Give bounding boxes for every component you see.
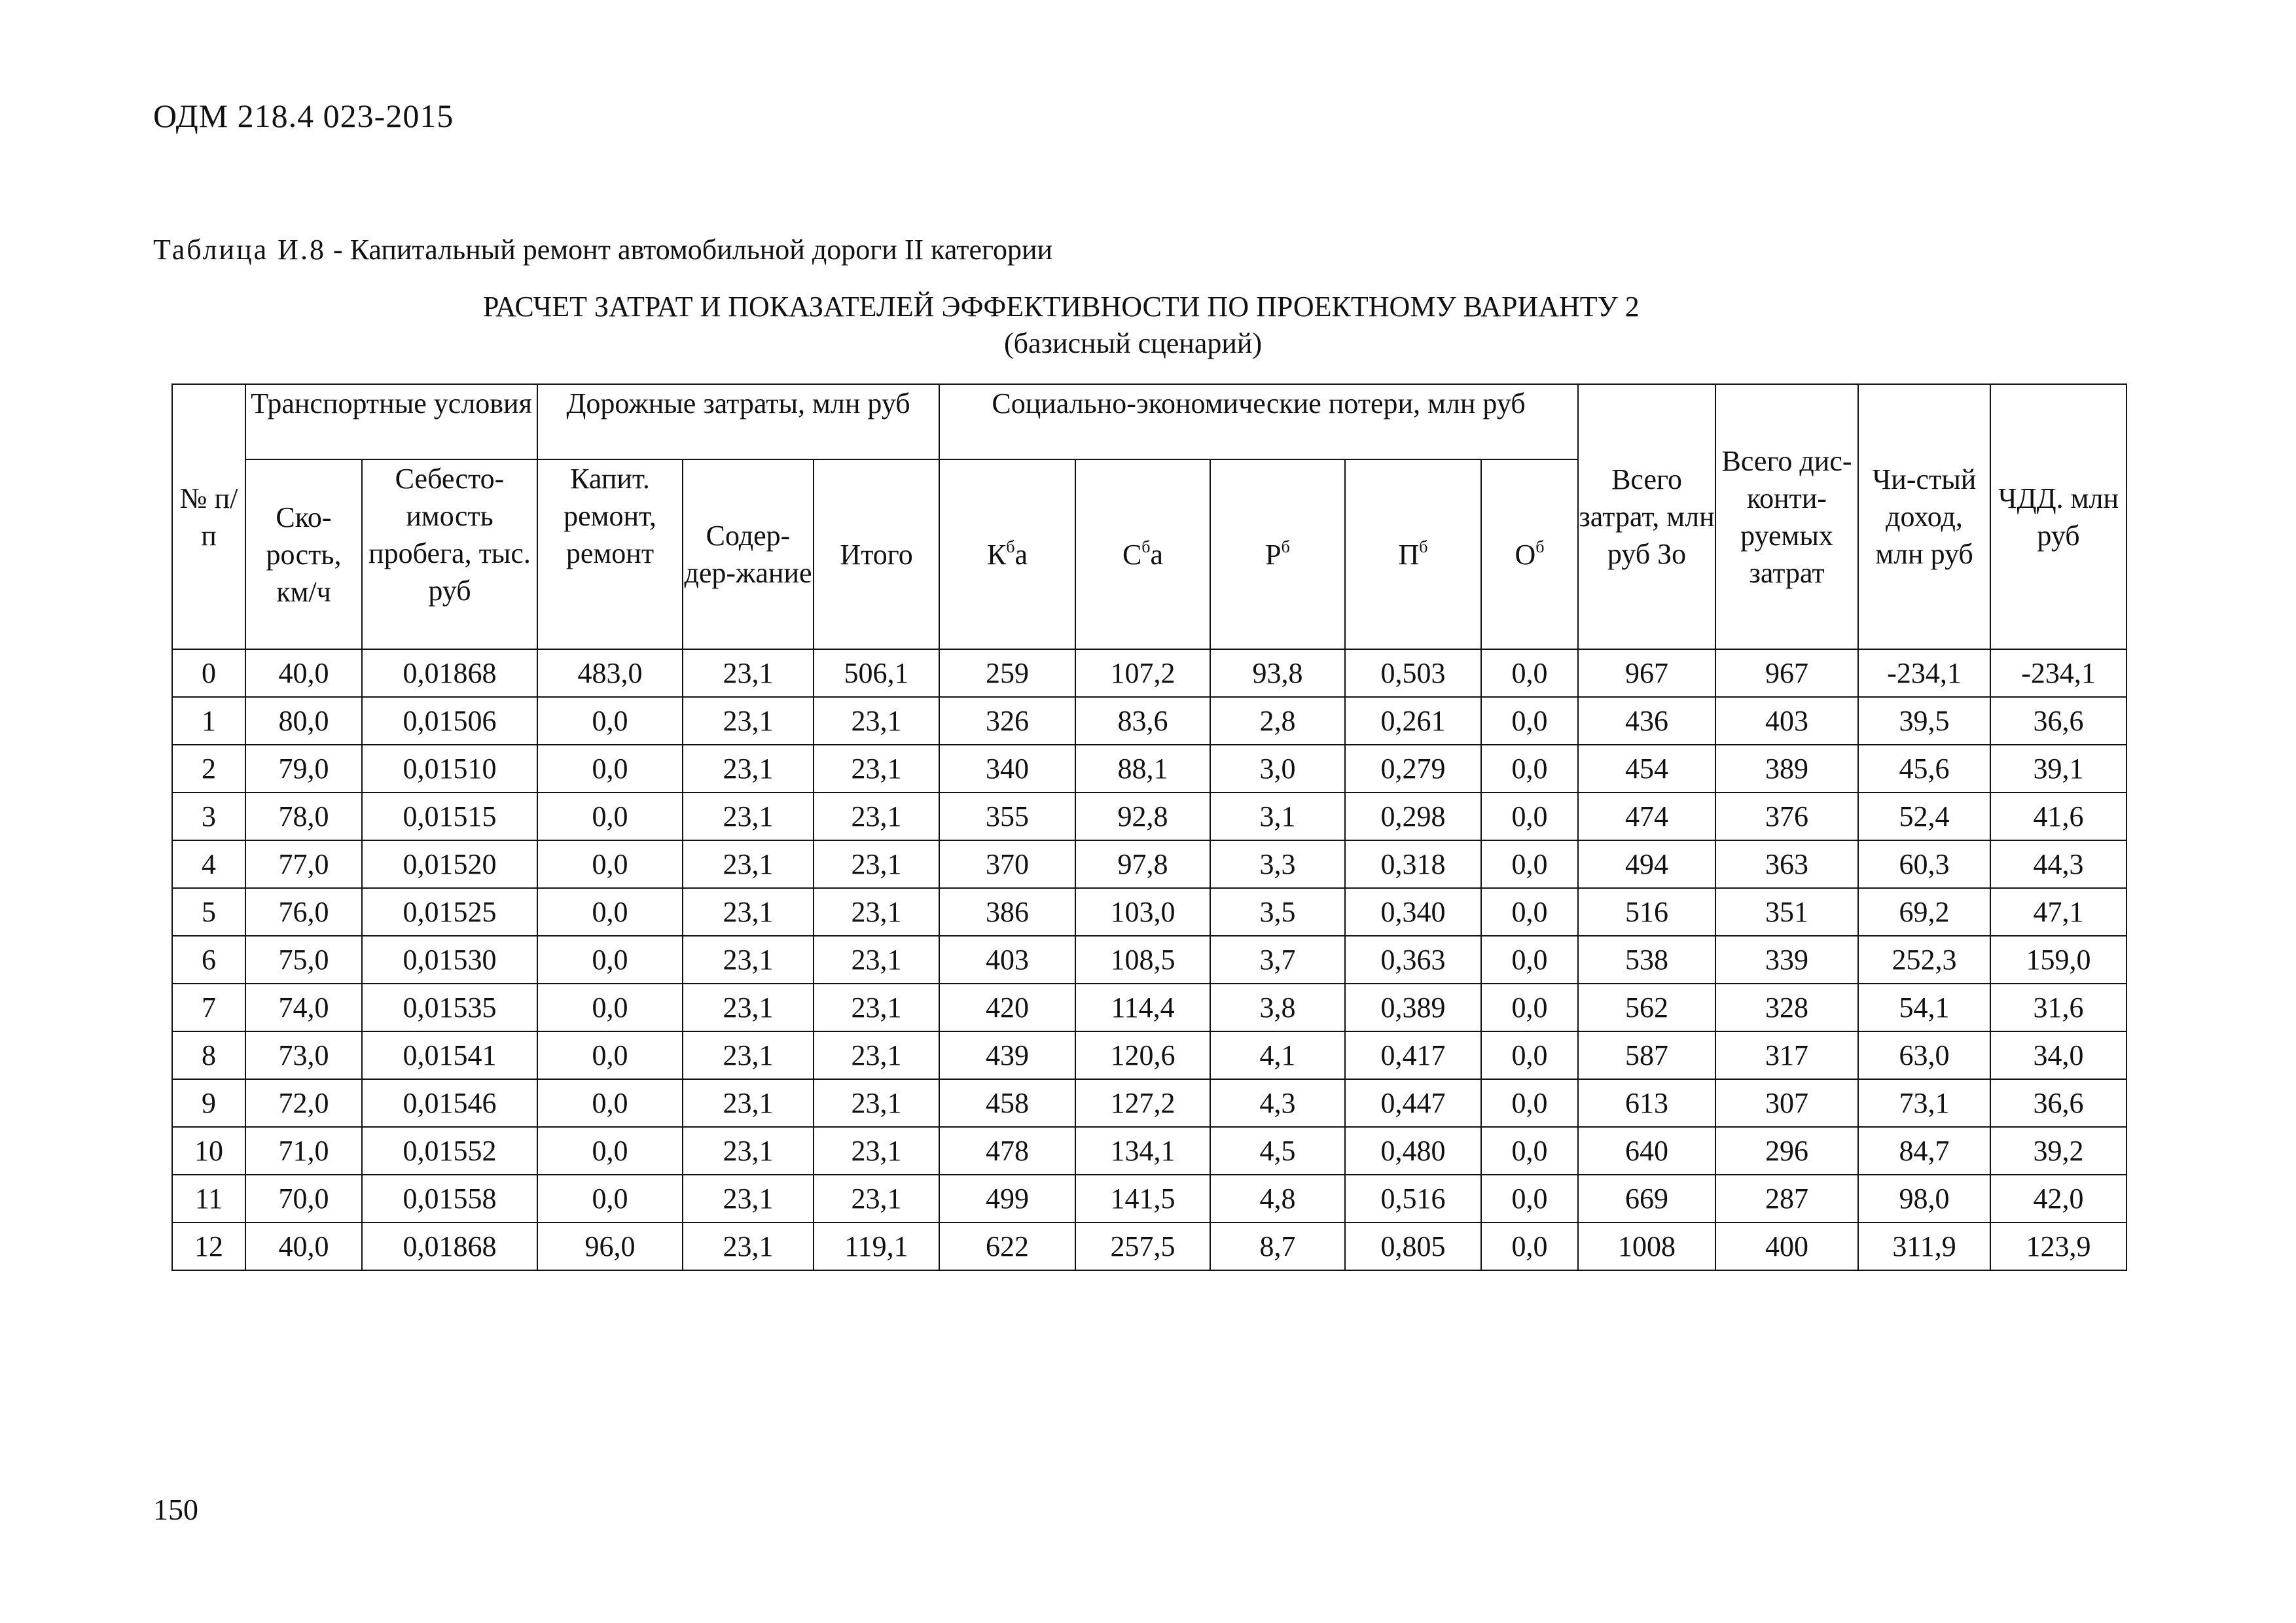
header-o: $О^б$: [1481, 459, 1578, 649]
table-cell: 92,8: [1075, 793, 1210, 840]
table-cell: 23,1: [683, 1175, 814, 1222]
table-cell: 54,1: [1858, 984, 1990, 1031]
table-cell: 76,0: [245, 888, 362, 936]
table-cell: 74,0: [245, 984, 362, 1031]
table-cell: 351: [1715, 888, 1858, 936]
table-cell: 0,01520: [362, 840, 537, 888]
table-cell: 0,0: [537, 697, 683, 745]
table-cell: 2: [172, 745, 245, 793]
table-cell: 257,5: [1075, 1222, 1210, 1270]
table-cell: 5: [172, 888, 245, 936]
table-row: [172, 1127, 2126, 1175]
table-title-line-2: (базисный сценарий): [1004, 327, 1263, 359]
table-cell: 307: [1715, 1079, 1858, 1127]
table-cell: 0,389: [1345, 984, 1481, 1031]
table-cell: 31,6: [1990, 984, 2126, 1031]
table-cell: 613: [1578, 1079, 1715, 1127]
table-cell: 78,0: [245, 793, 362, 840]
table-row: [172, 793, 2126, 840]
table-cell: 1008: [1578, 1222, 1715, 1270]
header-social-losses: Социально-экономические потери, млн руб: [939, 384, 1578, 459]
table-cell: 3: [172, 793, 245, 840]
table-cell: 439: [939, 1031, 1075, 1079]
table-cell: 120,6: [1075, 1031, 1210, 1079]
table-cell: 0,0: [1481, 793, 1578, 840]
table-cell: -234,1: [1858, 649, 1990, 697]
table-cell: 0,0: [537, 840, 683, 888]
table-cell: 159,0: [1990, 936, 2126, 984]
table-cell: 640: [1578, 1127, 1715, 1175]
header-speed: Ско-рость, км/ч: [245, 459, 362, 649]
table-cell: 23,1: [814, 1079, 939, 1127]
table-cell: 23,1: [814, 1031, 939, 1079]
table-cell: 93,8: [1210, 649, 1345, 697]
table-cell: 23,1: [683, 984, 814, 1031]
table-cell: 0,01510: [362, 745, 537, 793]
table-cell: 3,8: [1210, 984, 1345, 1031]
table-cell: 36,6: [1990, 697, 2126, 745]
table-caption: [153, 233, 1052, 266]
table-cell: 42,0: [1990, 1175, 2126, 1222]
table-row: [172, 649, 2126, 697]
table-cell: 34,0: [1990, 1031, 2126, 1079]
table-row: [172, 745, 2126, 793]
table-cell: 108,5: [1075, 936, 1210, 984]
table-cell: 0,01868: [362, 1222, 537, 1270]
table-cell: 45,6: [1858, 745, 1990, 793]
table-cell: 80,0: [245, 697, 362, 745]
table-cell: 0,480: [1345, 1127, 1481, 1175]
table-caption-prefix: Таблица И.8: [153, 234, 326, 266]
table-cell: 3,5: [1210, 888, 1345, 936]
table-cell: 23,1: [683, 840, 814, 888]
table-cell: 23,1: [814, 840, 939, 888]
table-cell: 326: [939, 697, 1075, 745]
header-net-income: Чи-стый доход, млн руб: [1858, 384, 1990, 649]
table-caption-text: - Капитальный ремонт автомобильной дороги II категории: [325, 234, 1053, 266]
table-cell: 436: [1578, 697, 1715, 745]
table-cell: 339: [1715, 936, 1858, 984]
header-r: $Р^б$: [1210, 459, 1345, 649]
table-cell: 0,0: [537, 793, 683, 840]
table-cell: 123,9: [1990, 1222, 2126, 1270]
table-cell: 103,0: [1075, 888, 1210, 936]
table-cell: 134,1: [1075, 1127, 1210, 1175]
table-cell: 8: [172, 1031, 245, 1079]
table-cell: 0,01541: [362, 1031, 537, 1079]
table-cell: 0,0: [1481, 1222, 1578, 1270]
table-cell: 127,2: [1075, 1079, 1210, 1127]
table-cell: 10: [172, 1127, 245, 1175]
table-cell: 0,01546: [362, 1079, 537, 1127]
table-cell: 41,6: [1990, 793, 2126, 840]
table-cell: 98,0: [1858, 1175, 1990, 1222]
header-npv: ЧДД. млн руб: [1990, 384, 2126, 649]
table-cell: 474: [1578, 793, 1715, 840]
table-cell: 23,1: [814, 888, 939, 936]
table-cell: 96,0: [537, 1222, 683, 1270]
table-cell: 0,0: [537, 745, 683, 793]
table-cell: 0,0: [1481, 840, 1578, 888]
table-cell: 83,6: [1075, 697, 1210, 745]
table-row: [172, 1079, 2126, 1127]
cost-table: [171, 383, 2127, 1271]
table-cell: 328: [1715, 984, 1858, 1031]
table-title-line-1: РАСЧЕТ ЗАТРАТ И ПОКАЗАТЕЛЕЙ ЭФФЕКТИВНОСТИ ПО ПРОЕКТНОМУ ВАРИАНТУ 2: [483, 291, 1640, 323]
table-cell: 44,3: [1990, 840, 2126, 888]
table-cell: 23,1: [683, 1127, 814, 1175]
table-row: [172, 888, 2126, 936]
table-cell: 252,3: [1858, 936, 1990, 984]
table-cell: 23,1: [814, 745, 939, 793]
table-cell: 0,503: [1345, 649, 1481, 697]
table-cell: 0,01515: [362, 793, 537, 840]
table-cell: 2,8: [1210, 697, 1345, 745]
table-cell: 52,4: [1858, 793, 1990, 840]
header-num: № п/п: [172, 384, 245, 649]
header-capital-repair: Капит. ремонт, ремонт: [537, 459, 683, 649]
table-cell: 23,1: [814, 984, 939, 1031]
table-cell: 0,0: [537, 1031, 683, 1079]
table-cell: 88,1: [1075, 745, 1210, 793]
table-cell: 0,0: [537, 936, 683, 984]
table-cell: 23,1: [683, 745, 814, 793]
table-cell: 587: [1578, 1031, 1715, 1079]
table-cell: 0,0: [537, 1127, 683, 1175]
table-cell: 0,0: [1481, 649, 1578, 697]
table-cell: 23,1: [814, 1127, 939, 1175]
table-cell: 23,1: [814, 697, 939, 745]
table-cell: 0,0: [537, 1079, 683, 1127]
table-cell: 141,5: [1075, 1175, 1210, 1222]
table-cell: 23,1: [814, 793, 939, 840]
table-cell: 499: [939, 1175, 1075, 1222]
table-cell: 4,5: [1210, 1127, 1345, 1175]
table-cell: 355: [939, 793, 1075, 840]
table-cell: 403: [1715, 697, 1858, 745]
table-cell: 11: [172, 1175, 245, 1222]
table-cell: 60,3: [1858, 840, 1990, 888]
table-cell: 4,1: [1210, 1031, 1345, 1079]
table-cell: 97,8: [1075, 840, 1210, 888]
table-cell: 287: [1715, 1175, 1858, 1222]
table-cell: 0,0: [1481, 936, 1578, 984]
table-cell: 967: [1715, 649, 1858, 697]
table-cell: 73,1: [1858, 1079, 1990, 1127]
table-cell: 363: [1715, 840, 1858, 888]
table-cell: 0,0: [1481, 984, 1578, 1031]
table-row: [172, 936, 2126, 984]
table-cell: 71,0: [245, 1127, 362, 1175]
table-cell: 400: [1715, 1222, 1858, 1270]
table-cell: 311,9: [1858, 1222, 1990, 1270]
table-row: [172, 1175, 2126, 1222]
table-cell: 4,3: [1210, 1079, 1345, 1127]
table-cell: 386: [939, 888, 1075, 936]
table-cell: 0,0: [1481, 1079, 1578, 1127]
table-cell: 340: [939, 745, 1075, 793]
table-cell: 84,7: [1858, 1127, 1990, 1175]
table-cell: 0,417: [1345, 1031, 1481, 1079]
table-cell: 296: [1715, 1127, 1858, 1175]
header-road-costs: Дорожные затраты, млн руб: [537, 384, 939, 459]
header-p: $П^б$: [1345, 459, 1481, 649]
table-row: [172, 1222, 2126, 1270]
table-row: [172, 697, 2126, 745]
table-cell: 0: [172, 649, 245, 697]
table-cell: 0,447: [1345, 1079, 1481, 1127]
table-cell: 73,0: [245, 1031, 362, 1079]
table-cell: 538: [1578, 936, 1715, 984]
table-cell: 63,0: [1858, 1031, 1990, 1079]
table-cell: 370: [939, 840, 1075, 888]
header-discounted-costs: Всего дис-конти-руемых затрат: [1715, 384, 1858, 649]
table-row: [172, 840, 2126, 888]
table-cell: 39,5: [1858, 697, 1990, 745]
table-cell: 23,1: [814, 1175, 939, 1222]
table-cell: 0,261: [1345, 697, 1481, 745]
table-row: [172, 984, 2126, 1031]
table-cell: 0,0: [1481, 697, 1578, 745]
table-cell: 8,7: [1210, 1222, 1345, 1270]
table-cell: 516: [1578, 888, 1715, 936]
table-cell: 77,0: [245, 840, 362, 888]
table-cell: 114,4: [1075, 984, 1210, 1031]
table-cell: 4: [172, 840, 245, 888]
table-cell: 3,1: [1210, 793, 1345, 840]
table-cell: 389: [1715, 745, 1858, 793]
table-cell: 0,01530: [362, 936, 537, 984]
table-cell: 23,1: [683, 649, 814, 697]
table-cell: 0,01552: [362, 1127, 537, 1175]
table-cell: 0,363: [1345, 936, 1481, 984]
table-cell: 0,01868: [362, 649, 537, 697]
table-cell: 9: [172, 1079, 245, 1127]
table-cell: 0,01525: [362, 888, 537, 936]
table-cell: 0,0: [537, 984, 683, 1031]
table-cell: 0,805: [1345, 1222, 1481, 1270]
table-cell: 39,1: [1990, 745, 2126, 793]
table-cell: 4,8: [1210, 1175, 1345, 1222]
table-cell: 0,279: [1345, 745, 1481, 793]
table-cell: 0,516: [1345, 1175, 1481, 1222]
table-cell: 3,7: [1210, 936, 1345, 984]
header-maintenance: Содер-дер-жание: [683, 459, 814, 649]
table-cell: 23,1: [683, 1222, 814, 1270]
table-cell: 7: [172, 984, 245, 1031]
header-transport: Транспортные условия: [245, 384, 537, 459]
table-cell: 39,2: [1990, 1127, 2126, 1175]
table-cell: 454: [1578, 745, 1715, 793]
table-cell: 40,0: [245, 649, 362, 697]
table-cell: 0,01558: [362, 1175, 537, 1222]
table-cell: 23,1: [814, 936, 939, 984]
table-cell: 494: [1578, 840, 1715, 888]
table-cell: 0,0: [1481, 888, 1578, 936]
table-cell: 317: [1715, 1031, 1858, 1079]
table-cell: 23,1: [683, 793, 814, 840]
table-cell: 0,0: [537, 1175, 683, 1222]
table-cell: 23,1: [683, 936, 814, 984]
header-c: $С^ба$: [1075, 459, 1210, 649]
table-cell: 47,1: [1990, 888, 2126, 936]
table-cell: 79,0: [245, 745, 362, 793]
table-cell: 0,0: [1481, 745, 1578, 793]
table-cell: 119,1: [814, 1222, 939, 1270]
header-total-costs: Всего затрат, млн руб Зо: [1578, 384, 1715, 649]
table-body: [172, 649, 2126, 1270]
table-cell: 967: [1578, 649, 1715, 697]
table-cell: 562: [1578, 984, 1715, 1031]
table-cell: 23,1: [683, 888, 814, 936]
table-cell: 72,0: [245, 1079, 362, 1127]
table-cell: 40,0: [245, 1222, 362, 1270]
table-cell: 0,0: [1481, 1175, 1578, 1222]
table-cell: 107,2: [1075, 649, 1210, 697]
table-cell: 0,0: [1481, 1127, 1578, 1175]
table-cell: 506,1: [814, 649, 939, 697]
table-cell: 12: [172, 1222, 245, 1270]
table-cell: 0,01506: [362, 697, 537, 745]
table-cell: 1: [172, 697, 245, 745]
table-cell: 622: [939, 1222, 1075, 1270]
table-cell: 70,0: [245, 1175, 362, 1222]
table-cell: 0,298: [1345, 793, 1481, 840]
table-cell: 483,0: [537, 649, 683, 697]
table-cell: 6: [172, 936, 245, 984]
table-cell: 0,0: [537, 888, 683, 936]
table-cell: 0,01535: [362, 984, 537, 1031]
table-cell: 458: [939, 1079, 1075, 1127]
document-code: ОДМ 218.4 023-2015: [153, 98, 454, 134]
page-number: 150: [153, 1493, 198, 1526]
table-cell: 3,3: [1210, 840, 1345, 888]
table-cell: -234,1: [1990, 649, 2126, 697]
table-cell: 0,340: [1345, 888, 1481, 936]
table-cell: 0,0: [1481, 1031, 1578, 1079]
table-cell: 3,0: [1210, 745, 1345, 793]
table-cell: 36,6: [1990, 1079, 2126, 1127]
table-cell: 23,1: [683, 1031, 814, 1079]
table-cell: 420: [939, 984, 1075, 1031]
header-road-total: Итого: [814, 459, 939, 649]
table-cell: 69,2: [1858, 888, 1990, 936]
table-row: [172, 1031, 2126, 1079]
table-cell: 376: [1715, 793, 1858, 840]
table-cell: 259: [939, 649, 1075, 697]
table-cell: 403: [939, 936, 1075, 984]
table-cell: 23,1: [683, 1079, 814, 1127]
header-k: $К^ба$: [939, 459, 1075, 649]
header-cost-per-run: Себесто-имость пробега, тыс. руб: [362, 459, 537, 649]
table-cell: 75,0: [245, 936, 362, 984]
table-cell: 0,318: [1345, 840, 1481, 888]
table-cell: 669: [1578, 1175, 1715, 1222]
table-cell: 23,1: [683, 697, 814, 745]
table-cell: 478: [939, 1127, 1075, 1175]
